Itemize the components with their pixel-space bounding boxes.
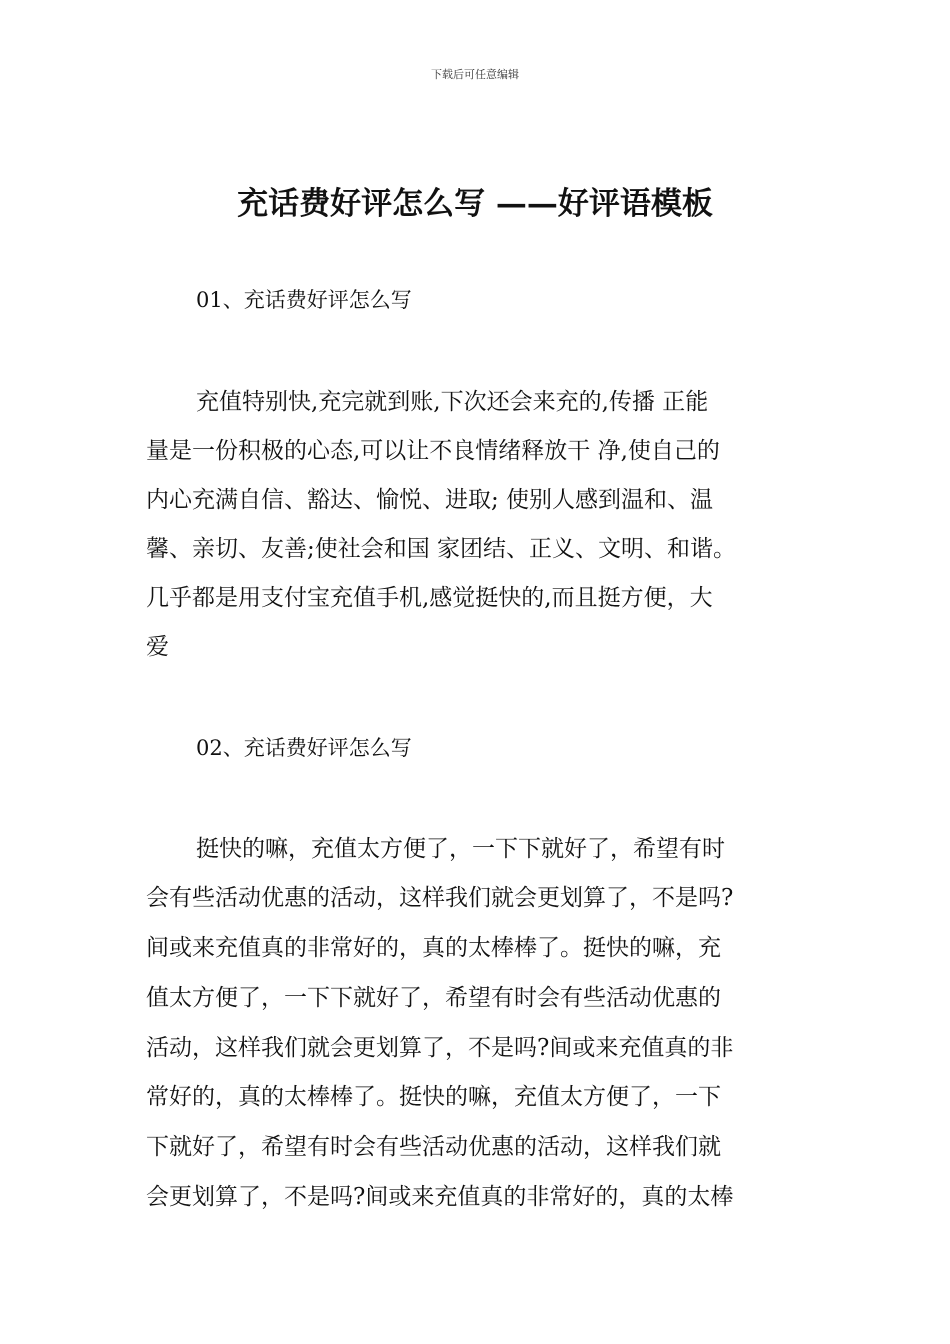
paragraph-line: 爱 <box>146 634 169 660</box>
paragraph-line: 常好的，真的太棒棒了。挺快的嘛，充值太方便了，一下 <box>146 1084 721 1110</box>
paragraph-line: 挺快的嘛，充值太方便了，一下下就好了，希望有时 <box>196 836 725 862</box>
paragraph-line: 下就好了，希望有时会有些活动优惠的活动，这样我们就 <box>146 1134 721 1160</box>
paragraph-line: 充值特别快,充完就到账,下次还会来充的,传播 正能 <box>196 389 709 415</box>
paragraph-line: 馨、亲切、友善;使社会和国 家团结、正义、文明、和谐。 <box>146 536 737 562</box>
section-heading-02: 02、充话费好评怎么写 <box>196 736 412 760</box>
paragraph-line: 几乎都是用支付宝充值手机,感觉挺快的,而且挺方便，大 <box>146 585 713 611</box>
paragraph-line: 会更划算了，不是吗?间或来充值真的非常好的，真的太棒 <box>146 1184 734 1210</box>
header-note: 下载后可任意编辑 <box>431 68 519 81</box>
paragraph-line: 会有些活动优惠的活动，这样我们就会更划算了，不是吗? <box>146 885 734 911</box>
paragraph-line: 值太方便了，一下下就好了，希望有时会有些活动优惠的 <box>146 985 721 1011</box>
document-title: 充话费好评怎么写 ——好评语模板 <box>237 186 713 222</box>
paragraph-line: 量是一份积极的心态,可以让不良情绪释放干 净,使自己的 <box>146 438 720 464</box>
paragraph-line: 内心充满自信、豁达、愉悦、进取; 使别人感到温和、温 <box>146 487 714 513</box>
section-heading-01: 01、充话费好评怎么写 <box>196 288 412 312</box>
paragraph-line: 间或来充值真的非常好的，真的太棒棒了。挺快的嘛，充 <box>146 935 721 961</box>
paragraph-line: 活动，这样我们就会更划算了，不是吗?间或来充值真的非 <box>146 1035 734 1061</box>
